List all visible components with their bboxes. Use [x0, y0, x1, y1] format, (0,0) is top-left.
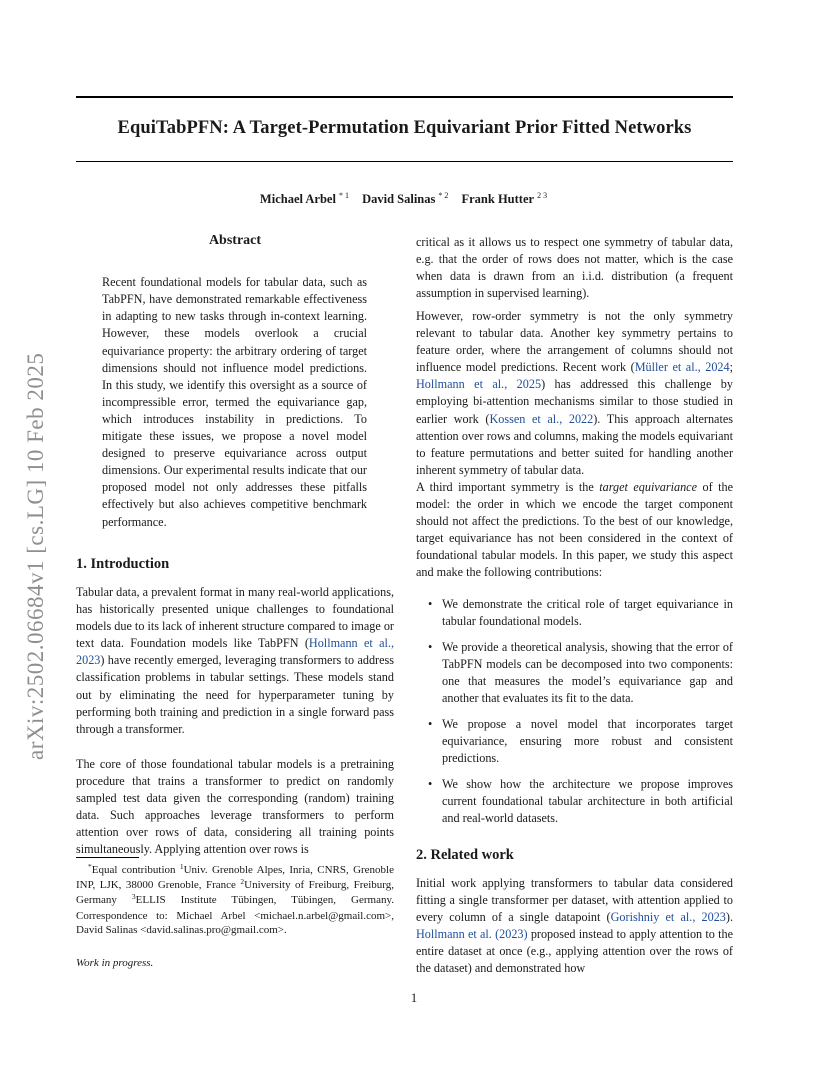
arxiv-watermark: arXiv:2502.06684v1 [cs.LG] 10 Feb 2025	[23, 352, 48, 760]
title-rule-top	[76, 96, 733, 98]
citation-link[interactable]: Gorishniy et al., 2023	[610, 910, 726, 925]
footnote-rule	[76, 857, 139, 858]
right-paragraph-2: However, row-order symmetry is not the only symmetry relevant to tabular data. Another key symmetry pertains to feature order, where the arrangement of columns should not influence model predictions. Recent work (Müller et al., 2024; Hollmann et al., 2025) has addressed this challenge by employing bi-attention mechanisms similar to those studied in earlier work (Kossen et al., 2022). This approach alternates attention over rows and columns, making the models equivariant to feature permutations and better suited for handling another inherent symmetry of tabular data.	[416, 309, 733, 477]
bullet-icon: •	[428, 640, 433, 654]
intro-paragraph-1: Tabular data, a prevalent format in many real-world applications, has historically presented unique challenges to foundational models due to its lack of inherent structure compared to image or text data. Foundation models like TabPFN (Hollmann et al., 2023) have recently emerged, leveraging transformers to address classification problems in tabular settings. These models stand out by eliminating the need for hyperparameter tuning by performing both training and prediction in a single forward pass through a transformer.	[76, 585, 394, 736]
section-heading-related-work: 2. Related work	[416, 847, 514, 863]
bullet-icon: •	[428, 777, 433, 791]
related-work-paragraph: Initial work applying transformers to tabular data considered fitting a single transformer per dataset, with attention applied to every column of a single datapoint (Gorishniy et al., 2023). Hollmann et al. (2023) proposed instead to apply attention to the entire dataset at once (e.g., applying attention over the rows of the dataset) and demonstrated how	[416, 876, 733, 976]
section-heading-introduction: 1. Introduction	[76, 556, 170, 572]
abstract-heading: Abstract	[208, 233, 262, 248]
citation-link[interactable]: Kossen et al., 2022	[489, 411, 594, 426]
author-name: Michael Arbel	[259, 192, 336, 206]
work-in-progress-note: Work in progress.	[76, 957, 154, 969]
abstract-paragraph: Recent foundational models for tabular data, such as TabPFN, have demonstrated remarkable effectiveness in adapting to new tasks through in-context learning. However, these models overlook a crucial equivariance property: the arbitrary ordering of target dimensions should not influence model predictions. In this study, we identify this oversight as a source of incompressible error, termed the equivariance gap, which introduces instability in predictions. To mitigate these issues, we propose a novel model designed to preserve equivariance across output dimensions. Our experimental results indicate that our proposed model not only addresses these pitfalls effectively but also achieves competitive benchmark performance.	[102, 275, 367, 529]
page-number: 1	[410, 991, 418, 1005]
citation-link[interactable]: Müller et al., 2024	[634, 360, 730, 375]
right-paragraph-3: A third important symmetry is the target equivariance of the model: the order in which we encode the target component should not affect the predictions. To the best of our knowledge, target equivariance has not been considered in the context of foundational tabular models. In this paper, we study this aspect and make the following contributions:	[416, 480, 734, 580]
author-list	[76, 192, 733, 207]
intro-paragraph-2: The core of those foundational tabular models is a pretraining procedure that trains a transformer to predict on randomly sampled test data given the corresponding (random) training data. Such approaches leverage transformers to perform attention over rows of data, considering all training points simultaneously. Applying attention over rows is	[76, 757, 394, 857]
citation-link[interactable]: Hollmann et al., 2023	[76, 636, 394, 668]
author-affiliation: * 2	[438, 191, 449, 200]
bullet-icon: •	[428, 717, 433, 731]
author-name: David Salinas	[362, 192, 436, 206]
author-affiliation: * 1	[338, 191, 349, 200]
right-paragraph-1: critical as it allows us to respect one symmetry of tabular data, e.g. that the order of rows does not matter, which is the case when data is drawn from an i.i.d. distribution (a frequent assumption in supervised learning).	[416, 235, 733, 301]
paper-title: EquiTabPFN: A Target-Permutation Equivariant Prior Fitted Networks	[117, 118, 692, 138]
footnote: *Equal contribution $^1$Univ. Grenoble Alpes, Inria, CNRS, Grenoble INP, LJK, 38000 Grenoble, France $^2$University of Freiburg, Freiburg, Germany $^3$ELLIS Institute Tübingen, Tübingen, Germany. Correspondence to: Michael Arbel <michael.n.arbel@gmail.com>, David Salinas <david.salinas.pro@gmail.com>.	[76, 862, 395, 936]
author-name: Frank Hutter	[461, 192, 535, 206]
bullet-icon: •	[428, 597, 433, 611]
citation-link[interactable]: Hollmann et al. (2023)	[416, 927, 528, 942]
author-affiliation: 2 3	[537, 191, 548, 200]
title-rule-bottom	[76, 161, 733, 162]
citation-link[interactable]: Hollmann et al., 2025	[416, 377, 542, 392]
abstract-text	[102, 262, 367, 543]
